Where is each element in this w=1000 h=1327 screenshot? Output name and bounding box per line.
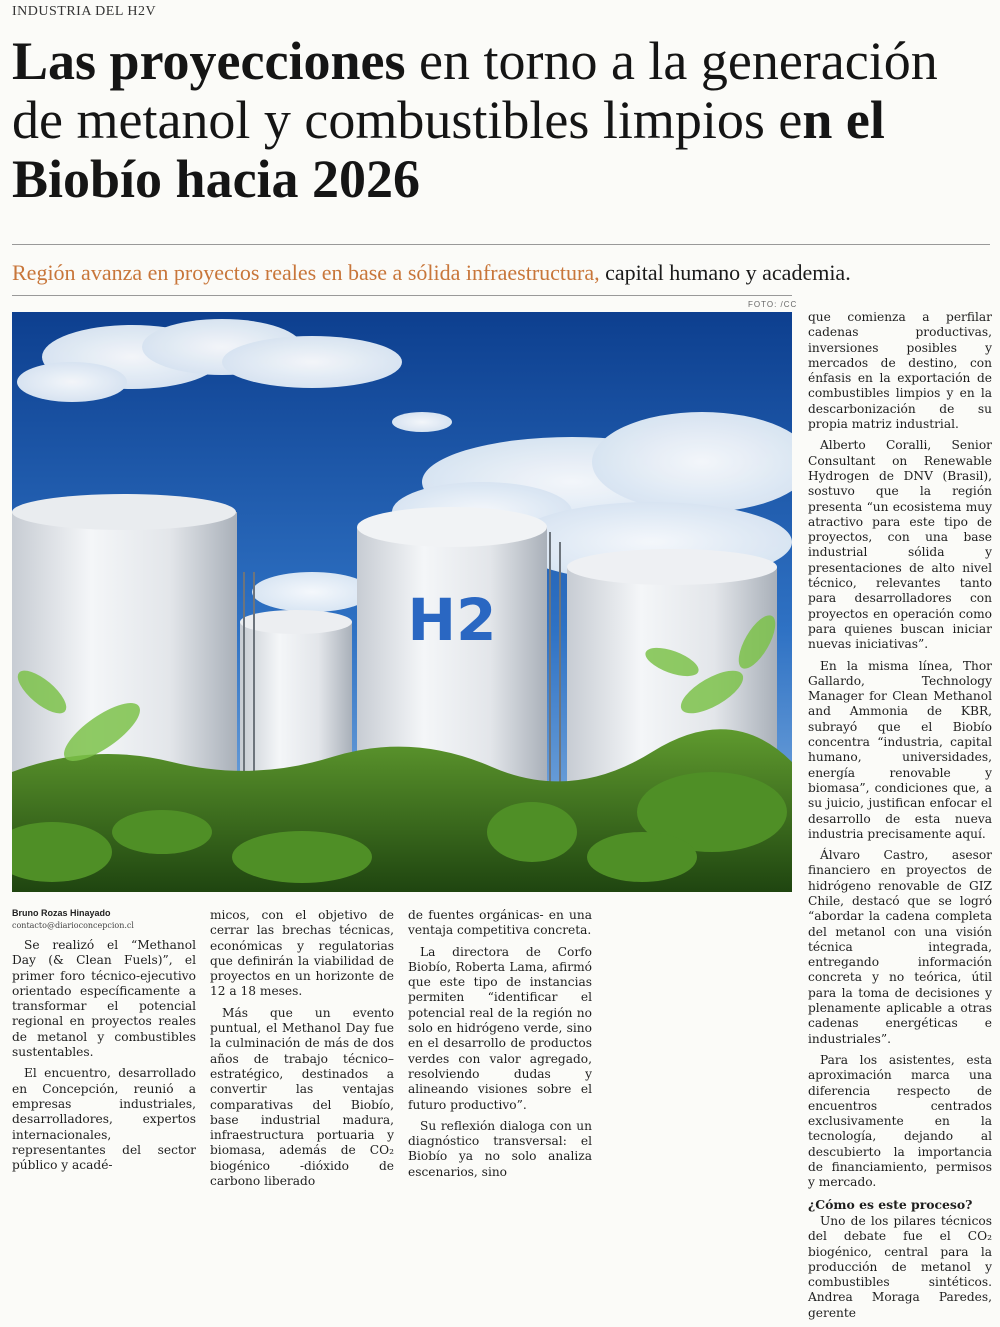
paragraph: El encuentro, desarrollado en Concepción, reunió a empresas industriales, desarrolladores, expertos internacionales, representantes del sector público y acadé- bbox=[12, 1066, 196, 1173]
headline-bold-end: n el Biobío hacia 2026 bbox=[12, 90, 885, 209]
author-email[interactable]: contacto@diarioconcepcion.cl bbox=[12, 921, 134, 930]
paragraph: Su reflexión dialoga con un diagnóstico transversal: el Biobío ya no solo analiza escenarios, sino bbox=[408, 1118, 592, 1179]
article-photo bbox=[12, 312, 792, 892]
column-3 bbox=[408, 908, 592, 1186]
column-4 bbox=[808, 310, 992, 1327]
author-name: Bruno Rozas Hinayado bbox=[12, 908, 111, 918]
paragraph: En la misma línea, Thor Gallardo, Technology Manager for Clean Methanol and Ammonia de KBR, subrayó que el Biobío concentra “industria, capital humano, universidades, energía renovable y biomasa”, condiciones que, a su juicio, justifican enfocar el desarrollo de esta nueva industria precisamente aquí. bbox=[808, 658, 992, 841]
subheadline-rest: capital humano y academia. bbox=[599, 260, 851, 285]
paragraph: de fuentes orgánicas- en una ventaja competitiva concreta. bbox=[408, 908, 592, 938]
paragraph: micos, con el objetivo de cerrar las brechas técnicas, económicas y regulatorias que definirán la viabilidad de proyectos en un horizonte de 12 a 18 meses. bbox=[210, 908, 394, 999]
subheadline-highlight: Región avanza en proyectos reales en base a sólida infraestructura, bbox=[12, 260, 600, 285]
paragraph: que comienza a perfilar cadenas productivas, inversiones posibles y mercados de destino, con énfasis en la exportación de combustibles limpios y en la descarbonización de su propia matriz industrial. bbox=[808, 310, 992, 432]
headline-bold-start: Las proyecciones bbox=[12, 31, 406, 91]
tank-label: H2 bbox=[407, 586, 497, 654]
paragraph: Álvaro Castro, asesor financiero en proyectos de hidrógeno renovable de GIZ Chile, destacó que se logró “abordar la cadena completa del metanol con una visión técnica integrada, entregando información concreta y no teórica, útil para la toma de decisiones y plenamente aplicable a otras cadenas energéticas e industriales”. bbox=[808, 848, 992, 1046]
divider bbox=[12, 244, 990, 245]
photo-credit: FOTO: /CC bbox=[748, 300, 798, 309]
paragraph: La directora de Corfo Biobío, Roberta Lama, afirmó que este tipo de instancias permiten “identificar el potencial real de la región no solo en hidrógeno verde, sino en el desarrollo de productos verdes con valor agregado, resolviendo dudas y alineando visiones sobre el futuro productivo”. bbox=[408, 944, 592, 1112]
paragraph: Se realizó el “Methanol Day (& Clean Fuels)”, el primer foro técnico-ejecutivo orientado específicamente a transformar el potencial regional en proyectos reales de metanol y combustibles sustentables. bbox=[12, 938, 196, 1060]
section-label: INDUSTRIA DEL H2V bbox=[12, 4, 157, 19]
headline-middle: en torno a la generación de metanol y combustibles limpios e bbox=[12, 31, 938, 150]
column-1 bbox=[12, 938, 196, 1179]
paragraph: Uno de los pilares técnicos del debate fue el CO₂ biogénico, central para la producción de metanol y combustibles sintéticos. Andrea Moraga Paredes, gerente bbox=[808, 1213, 992, 1320]
section-heading: ¿Cómo es este proceso? bbox=[808, 1196, 973, 1212]
divider bbox=[12, 295, 792, 296]
headline bbox=[12, 32, 992, 209]
paragraph: Alberto Coralli, Senior Consultant on Renewable Hydrogen de DNV (Brasil), sostuvo que la región presenta “un ecosistema muy atractivo para este tipo de proyectos, con una base industrial sólida y presentaciones de alto nivel técnico, relevantes tanto para desarrolladores con proyectos en operación como para quienes buscan iniciar nuevas iniciativas”. bbox=[808, 438, 992, 652]
paragraph: Más que un evento puntual, el Methanol Day fue la culminación de más de dos años de trabajo técnico–estratégico, destinados a convertir las ventajas comparativas del Biobío, base industrial madura, infraestructura portuaria y biomasa, además de CO₂ biogénico -dióxido de carbono liberado bbox=[210, 1005, 394, 1189]
column-2 bbox=[210, 908, 394, 1195]
paragraph: Para los asistentes, esta aproximación marca una diferencia respecto de encuentros centrados exclusivamente en la tecnología, dejando al descubierto la importancia de financiamiento, permisos y mercado. bbox=[808, 1052, 992, 1190]
subheadline bbox=[12, 260, 992, 286]
hydrogen-tanks-illustration bbox=[12, 312, 792, 892]
